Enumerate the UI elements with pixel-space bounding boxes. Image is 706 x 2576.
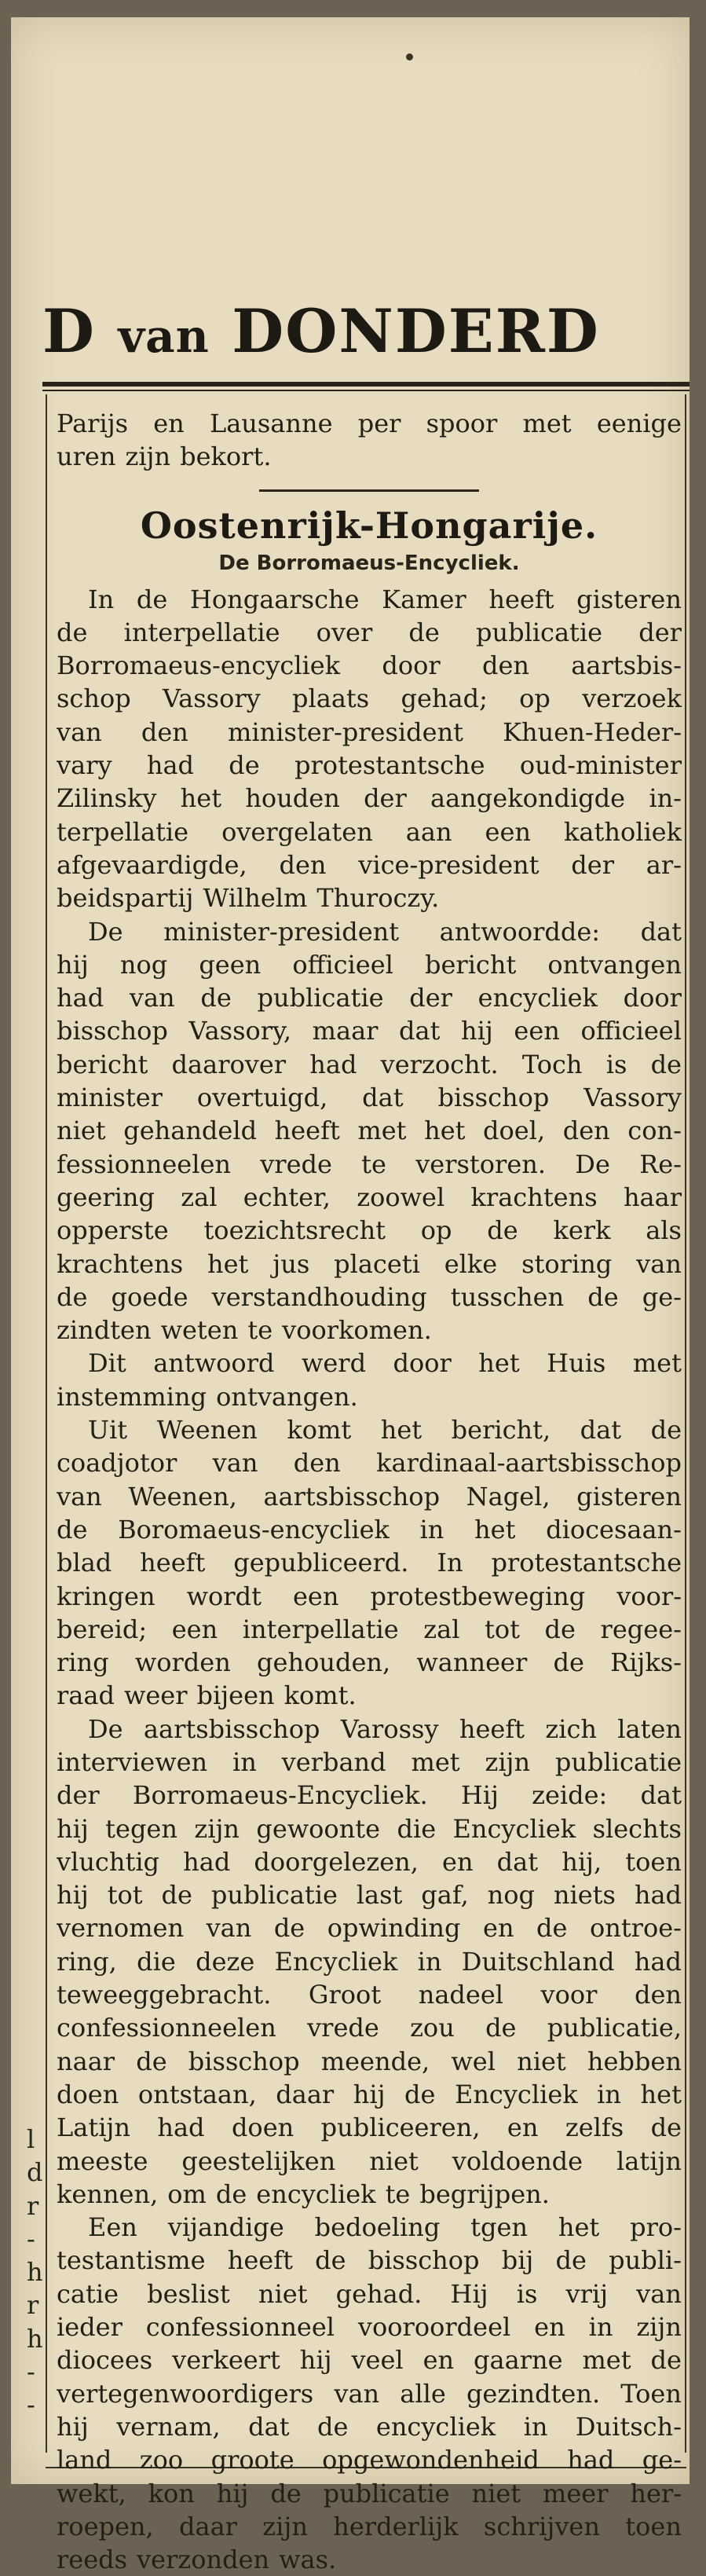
text-line: De aartsbisschop Varossy heeft zich laten [88, 1713, 682, 1744]
article-column [57, 407, 682, 2576]
text-line: opperste toezichtsrecht op de kerk als [57, 1215, 682, 1246]
text-line: de goede verstandhouding tusschen de ge- [57, 1281, 682, 1312]
text-line: meeste geestelijken niet voldoende latijn [57, 2145, 682, 2176]
margin-fragment: - [27, 2357, 35, 2387]
text-line: van den minister-president Khuen-Heder- [57, 716, 682, 747]
text-line: Borromaeus-encycliek door den aartsbis- [57, 650, 682, 681]
text-line: Een vijandige bedoeling tgen het pro- [88, 2212, 682, 2243]
text-line: Latijn had doen publiceeren, en zelfs de [57, 2112, 682, 2143]
text-line: fessionneelen vrede te verstoren. De Re- [57, 1149, 682, 1179]
intro-text [57, 407, 682, 474]
text-line: kennen, om de encycliek te begrijpen. [57, 2178, 550, 2209]
text-line: catie beslist niet gehad. Hij is vrij van [57, 2278, 682, 2309]
text-line: uren zijn bekort. [57, 442, 272, 472]
text-line: hij tegen zijn gewoonte die Encycliek slechts [57, 1813, 682, 1844]
article-subtitle: De Borromaeus-Encycliek. [218, 551, 520, 575]
masthead-prefix: D [42, 296, 96, 366]
text-line: Uit Weenen komt het bericht, dat de [88, 1415, 682, 1446]
text-line: testantisme heeft de bisschop bij de publi- [57, 2245, 682, 2276]
margin-fragment: d [27, 2157, 43, 2188]
margin-fragment: - [27, 2390, 35, 2420]
masthead-rule-thin [42, 390, 690, 391]
text-line: zindten weten te voorkomen. [57, 1315, 432, 1346]
text-line: roepen, daar zijn herderlijk schrijven toen [57, 2511, 682, 2541]
margin-fragment: r [27, 2190, 39, 2221]
paragraph [57, 2211, 682, 2576]
text-line: confessionneelen vrede zou de publicatie, [57, 2013, 682, 2043]
text-line: krachtens het jus placeti elke storing van [57, 1248, 682, 1279]
text-line: vernomen van de opwinding en de ontroe- [57, 1913, 682, 1944]
margin-fragment: h [27, 2257, 43, 2288]
margin-fragment: h [27, 2323, 43, 2354]
text-line: diocees verkeert hij veel en gaarne met de [57, 2345, 682, 2376]
text-line: interviewen in verband met zijn publicatie [57, 1746, 682, 1777]
text-line: hij tot de publicatie last gaf, nog niets had [57, 1880, 682, 1911]
text-line: schop Vassory plaats gehad; op verzoek [57, 683, 682, 714]
masthead-main: DONDERD [232, 296, 600, 366]
masthead [42, 296, 690, 366]
article-body [57, 583, 682, 2576]
text-line: wekt, kon hij de publicatie niet meer her- [57, 2478, 682, 2508]
column-rule-right [685, 394, 686, 2453]
text-line: niet gehandeld heeft met het doel, den con- [57, 1116, 682, 1146]
text-line: vertegenwoordigers van alle gezindten. Toen [57, 2378, 682, 2409]
text-line: de interpellatie over de publicatie der [57, 617, 682, 647]
text-line: geering zal echter, zoowel krachtens haar [57, 1182, 682, 1212]
masthead-small: van [118, 310, 210, 363]
text-line: bericht daarover had verzocht. Toch is de [57, 1049, 682, 1079]
masthead-rule-thick [42, 382, 690, 387]
paragraph [57, 915, 682, 1347]
paragraph [57, 1713, 682, 2211]
text-line: had van de publicatie der encycliek door [57, 983, 682, 1013]
text-line: coadjotor van den kardinaal-aartsbisschop [57, 1448, 682, 1479]
text-line: instemming ontvangen. [57, 1381, 358, 1412]
paragraph [57, 583, 682, 915]
margin-fragment: - [27, 2223, 35, 2254]
column-rule-left [46, 394, 47, 2453]
text-line: afgevaardigde, den vice-president der ar- [57, 849, 682, 880]
text-line: Dit antwoord werd door het Huis met [88, 1348, 682, 1379]
text-line: naar de bisschop meende, wel niet hebben [57, 2046, 682, 2076]
text-line: hij vernam, dat de encycliek in Duitsch- [57, 2411, 682, 2442]
text-line: Zilinsky het houden der aangekondigde in- [57, 783, 682, 814]
paragraph [57, 1413, 682, 1713]
text-line: vary had de protestantsche oud-minister [57, 750, 682, 781]
text-line: raad weer bijeen komt. [57, 1680, 357, 1711]
separator-rule [259, 489, 479, 492]
ink-dot [406, 53, 413, 60]
text-line: reeds verzonden was. [57, 2545, 337, 2575]
text-line: terpellatie overgelaten aan een katholiek [57, 816, 682, 847]
text-line: bereid; een interpellatie zal tot de regee- [57, 1614, 682, 1644]
text-line: In de Hongaarsche Kamer heeft gisteren [88, 584, 682, 614]
text-line: vluchtig had doorgelezen, en dat hij, toen [57, 1846, 682, 1877]
text-line: doen ontstaan, daar hij de Encycliek in het [57, 2079, 682, 2109]
text-line: teweeggebracht. Groot nadeel voor den [57, 1980, 682, 2010]
text-line: land zoo groote opgewondenheid had ge- [57, 2445, 682, 2475]
article-title: Oostenrijk-Hongarije. [140, 504, 598, 547]
text-line: blad heeft gepubliceerd. In protestantsche [57, 1548, 682, 1578]
text-line: van Weenen, aartsbisschop Nagel, gisteren [57, 1481, 682, 1512]
text-line: hij nog geen officieel bericht ontvangen [57, 949, 682, 980]
text-line: der Borromaeus-Encycliek. Hij zeide: dat [57, 1780, 682, 1811]
text-line: de Boromaeus-encycliek in het diocesaan- [57, 1514, 682, 1545]
margin-fragment: r [27, 2290, 39, 2321]
text-line: bisschop Vassory, maar dat hij een officieel [57, 1016, 682, 1046]
text-line: kringen wordt een protestbeweging voor- [57, 1581, 682, 1611]
text-line: ring, die deze Encycliek in Duitschland had [57, 1946, 682, 1977]
text-line: Parijs en Lausanne per spoor met eenige [57, 409, 682, 438]
margin-fragment: l [27, 2124, 35, 2154]
text-line: beidspartij Wilhelm Thuroczy. [57, 883, 440, 914]
text-line: ieder confessionneel vooroordeel en in zijn [57, 2312, 682, 2343]
text-line: De minister-president antwoordde: dat [88, 916, 682, 947]
paragraph [57, 1347, 682, 1413]
text-line: minister overtuigd, dat bisschop Vassory [57, 1083, 682, 1113]
newspaper-clipping [11, 17, 690, 2575]
text-line: ring worden gehouden, wanneer de Rijks- [57, 1647, 682, 1678]
margin-fragments [27, 2123, 44, 2422]
